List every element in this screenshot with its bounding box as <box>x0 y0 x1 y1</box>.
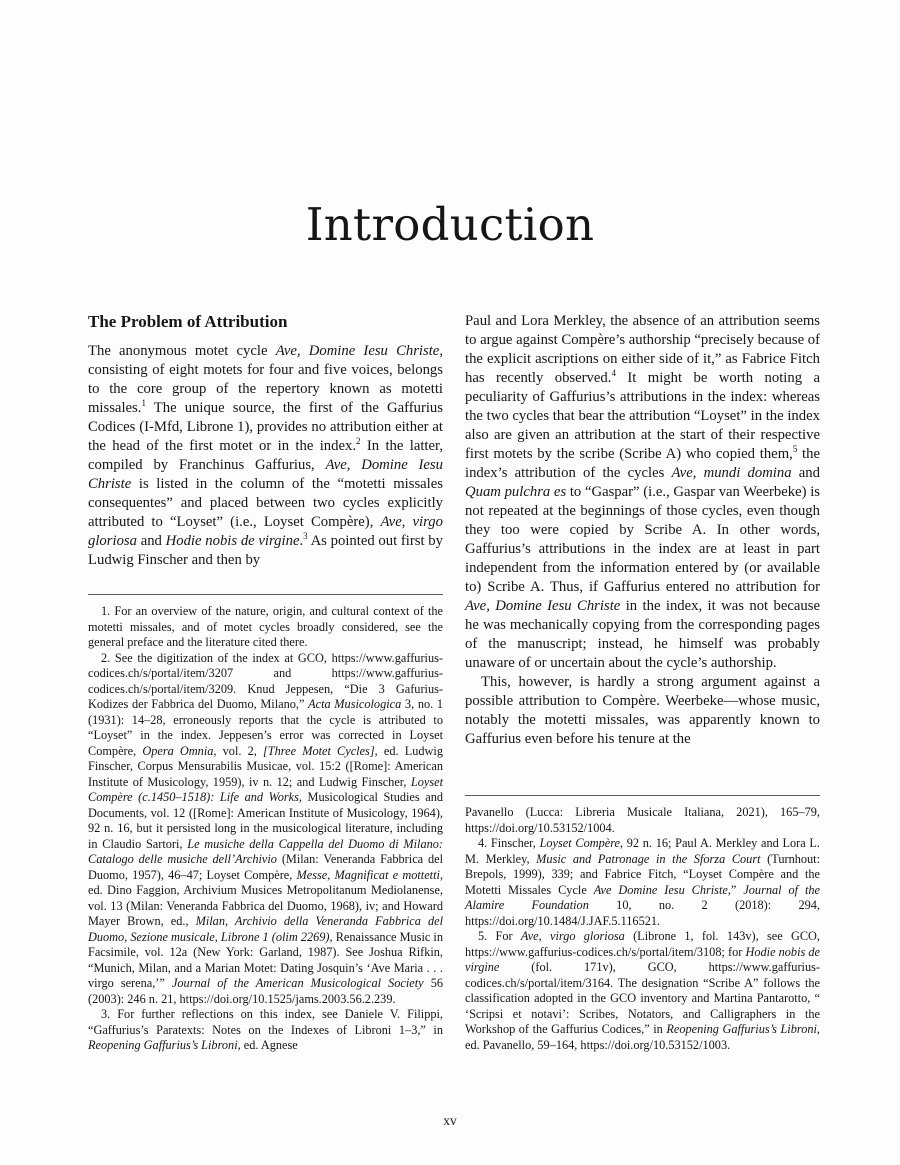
footnote-5: 5. For Ave, virgo gloriosa (Librone 1, fol. 143v), see GCO, https://www.gaffurius-codices.ch/s/portal/item/3108; for Hodie nobis de virgine (fol. 171v), GCO, https://www.gaffurius-codices.ch/s/portal/item/3164. The designation “Scribe A” follows the classification adopted in the GCO inventory and Martina Pantarotto, “ ‘Scripsi et notavi’: Scribes, Notators, and Calligraphers in the Workshop of the Gaffurius Codices,” in Reopening Gaffurius’s Libroni, ed. Pavanello, 59–164, https://doi.org/10.53152/1003. <box>465 929 820 1052</box>
footnotes-left <box>88 604 443 1054</box>
body-paragraph: Paul and Lora Merkley, the absence of an attribution seems to argue against Compère’s authorship “precisely because of the explicit ascriptions on either side of it,” as Fabrice Fitch has recently observed.$^4$ It might be worth noting a peculiarity of Gaffurius’s attributions in the index: whereas the two cycles that bear the attribution “Loyset” in the index also are given an attribution at the start of their respective first motets by the scribe (Scribe A) who copied them,$^5$ the index’s attribution of the cycles Ave, mundi domina and Quam pulchra es to “Gaspar” (i.e., Gaspar van Weerbeke) is not repeated at the beginnings of those cycles, even though they too were copied by Scribe A. In other words, Gaffurius’s attributions in the index are at least in part independent from the information entered by (or available to) Scribe A. Thus, if Gaffurius entered no attribution for Ave, Domine Iesu Christe in the index, it was not because he was mechanically copying from the corresponding pages of the manuscript; instead, he himself was probably unaware of or uncertain about the cycle’s authorship. <box>465 313 821 671</box>
page-number: xv <box>443 1113 457 1128</box>
section-heading: The Problem of Attribution <box>88 312 288 331</box>
footnote-3: 3. For further reflections on this index, see Daniele V. Filippi, “Gaffurius’s Paratexts: Notes on the Indexes of Libroni 1–3,” in Reopening Gaffurius’s Libroni, ed. Agnese <box>88 1007 443 1052</box>
left-column <box>88 312 443 1054</box>
footnote-4: 4. Finscher, Loyset Compère, 92 n. 16; Paul A. Merkley and Lora L. M. Merkley, Music and Patronage in the Sforza Court (Turnhout: Brepols, 1999), 339; and Fabrice Fitch, “Loyset Compère and the Motetti Missales Cycle Ave Domine Iesu Christe,” Journal of the Alamire Foundation 10, no. 2 (2018): 294, https://doi.org/10.1484/J.JAF.5.116521. <box>465 836 821 928</box>
body-paragraph: This, however, is hardly a strong argument against a possible attribution to Compère. Weerbeke—whose music, notably the motetti missales, was apparently known to Gaffurius even before his tenure at the <box>465 674 820 747</box>
footnote-separator <box>88 594 443 595</box>
right-column <box>465 312 820 1054</box>
footnote-1: 1. For an overview of the nature, origin, and cultural context of the motetti missales, and of motet cycles broadly considered, see the general preface and the literature cited there. <box>88 604 443 649</box>
footnotes-right <box>465 805 820 1053</box>
footnote-separator <box>465 795 820 796</box>
chapter-title: Introduction <box>305 198 595 251</box>
two-column-layout <box>88 312 820 1054</box>
footnote-2: 2. See the digitization of the index at GCO, https://www.gaffurius-codices.ch/s/portal/item/3207 and https://www.gaffurius-codices.ch/s/portal/item/3209. Knud Jeppesen, “Die 3 Gafurius-Kodizes der Fabbrica del Duomo, Milano,” Acta Musicologica 3, no. 1 (1931): 14–28, erroneously reports that the cycle is attributed to “Loyset” in the index. Jeppesen’s error was corrected in Loyset Compère, Opera Omnia, vol. 2, [Three Motet Cycles], ed. Ludwig Finscher, Corpus Mensurabilis Musicae, vol. 15:2 ([Rome]: American Institute of Musicology, 1959), iv n. 12; and Ludwig Finscher, Loyset Compère (c.1450–1518): Life and Works, Musicological Studies and Documents, vol. 12 ([Rome]: American Institute of Musicology, 1964), 92 n. 16, but it persisted long in the musicological literature, including in Claudio Sartori, Le musiche della Cappella del Duomo di Milano: Catalogo delle musiche dell’Archivio (Milan: Veneranda Fabbrica del Duomo, 1957), 46–47; Loyset Compère, Messe, Magnificat e mottetti, ed. Dino Faggion, Archivium Musices Metropolitanum Mediolanense, vol. 13 (Milan: Veneranda Fabbrica del Duomo, 1968), iv; and Howard Mayer Brown, ed., Milan, Archivio della Veneranda Fabbrica del Duomo, Sezione musicale, Librone 1 (olim 2269), Renaissance Music in Facsimile, vol. 12a (New York: Garland, 1987). See Joshua Rifkin, “Munich, Milan, and a Marian Motet: Dating Josquin’s ‘Ave Maria . . . virgo serena,’” Journal of the American Musicological Society 56 (2003): 246 n. 21, https://doi.org/10.1525/jams.2003.56.2.239. <box>88 650 444 1006</box>
body-paragraph: The anonymous motet cycle Ave, Domine Iesu Christe, consisting of eight motets for four and five voices, belongs to the core group of the repertory known as motetti missales.$^1$ The unique source, the first of the Gaffurius Codices (I-Mfd, Librone 1), provides no attribution either at the head of the first motet or in the index.$^2$ In the latter, compiled by Franchinus Gaffurius, Ave, Domine Iesu Christe is listed in the column of the “motetti missales consequentes” and placed between two cycles explicitly attributed to “Loyset” (i.e., Loyset Compère), Ave, virgo gloriosa and Hodie nobis de virgine.$^3$ As pointed out first by Ludwig Finscher and then by <box>88 343 443 568</box>
footnote-3-continuation: Pavanello (Lucca: Libreria Musicale Italiana, 2021), 165–79, https://doi.org/10.53152/1004. <box>465 805 820 835</box>
